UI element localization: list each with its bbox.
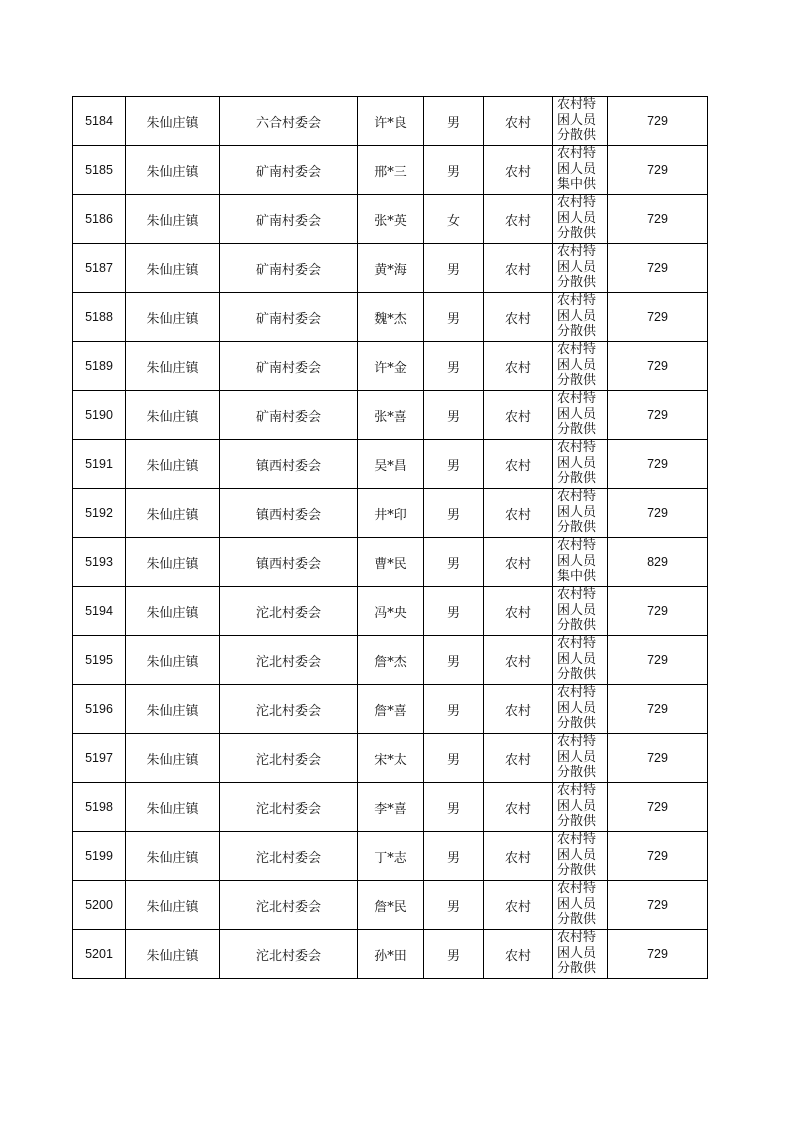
table-row <box>73 930 708 979</box>
area-type-cell: 农村 <box>484 195 553 244</box>
person-name-cell: 詹*杰 <box>358 636 424 685</box>
town-cell: 朱仙庄镇 <box>126 685 220 734</box>
village-committee-cell: 沱北村委会 <box>220 685 358 734</box>
gender-cell: 男 <box>424 293 484 342</box>
person-name-cell: 张*英 <box>358 195 424 244</box>
category-cell <box>553 685 608 734</box>
category-text: 农村特困人员分散供 <box>557 783 597 829</box>
village-committee-cell: 沱北村委会 <box>220 587 358 636</box>
town-cell: 朱仙庄镇 <box>126 881 220 930</box>
town-cell: 朱仙庄镇 <box>126 538 220 587</box>
amount-cell: 729 <box>608 342 708 391</box>
amount-cell: 729 <box>608 930 708 979</box>
category-text: 农村特困人员分散供 <box>557 587 597 633</box>
table-row <box>73 587 708 636</box>
table-row <box>73 342 708 391</box>
category-text: 农村特困人员分散供 <box>557 97 597 143</box>
amount-cell: 729 <box>608 685 708 734</box>
table-row <box>73 146 708 195</box>
serial-number-cell: 5189 <box>73 342 126 391</box>
town-cell: 朱仙庄镇 <box>126 930 220 979</box>
village-committee-cell: 沱北村委会 <box>220 734 358 783</box>
gender-cell: 男 <box>424 685 484 734</box>
amount-cell: 729 <box>608 146 708 195</box>
category-text: 农村特困人员分散供 <box>557 636 597 682</box>
category-cell <box>553 538 608 587</box>
serial-number-cell: 5201 <box>73 930 126 979</box>
area-type-cell: 农村 <box>484 636 553 685</box>
category-cell <box>553 146 608 195</box>
category-text: 农村特困人员分散供 <box>557 342 597 388</box>
gender-cell: 男 <box>424 97 484 146</box>
area-type-cell: 农村 <box>484 391 553 440</box>
person-name-cell: 吴*昌 <box>358 440 424 489</box>
gender-cell: 男 <box>424 881 484 930</box>
category-text: 农村特困人员分散供 <box>557 734 597 780</box>
category-text: 农村特困人员分散供 <box>557 244 597 290</box>
category-cell <box>553 881 608 930</box>
gender-cell: 男 <box>424 832 484 881</box>
category-text: 农村特困人员集中供 <box>557 146 597 192</box>
area-type-cell: 农村 <box>484 538 553 587</box>
gender-cell: 女 <box>424 195 484 244</box>
village-committee-cell: 镇西村委会 <box>220 538 358 587</box>
gender-cell: 男 <box>424 636 484 685</box>
category-cell <box>553 244 608 293</box>
person-name-cell: 黄*海 <box>358 244 424 293</box>
serial-number-cell: 5196 <box>73 685 126 734</box>
gender-cell: 男 <box>424 587 484 636</box>
village-committee-cell: 沱北村委会 <box>220 636 358 685</box>
village-committee-cell: 沱北村委会 <box>220 783 358 832</box>
serial-number-cell: 5191 <box>73 440 126 489</box>
gender-cell: 男 <box>424 489 484 538</box>
person-name-cell: 邢*三 <box>358 146 424 195</box>
person-name-cell: 曹*民 <box>358 538 424 587</box>
gender-cell: 男 <box>424 930 484 979</box>
category-text: 农村特困人员分散供 <box>557 293 597 339</box>
amount-cell: 729 <box>608 97 708 146</box>
category-text: 农村特困人员分散供 <box>557 685 597 731</box>
amount-cell: 729 <box>608 391 708 440</box>
table-row <box>73 97 708 146</box>
amount-cell: 729 <box>608 734 708 783</box>
amount-cell: 829 <box>608 538 708 587</box>
village-committee-cell: 镇西村委会 <box>220 489 358 538</box>
serial-number-cell: 5190 <box>73 391 126 440</box>
table-row <box>73 734 708 783</box>
category-cell <box>553 587 608 636</box>
table-row <box>73 783 708 832</box>
category-text: 农村特困人员分散供 <box>557 832 597 878</box>
amount-cell: 729 <box>608 636 708 685</box>
category-cell <box>553 440 608 489</box>
category-cell <box>553 391 608 440</box>
category-cell <box>553 734 608 783</box>
roster-body <box>73 97 708 979</box>
serial-number-cell: 5197 <box>73 734 126 783</box>
amount-cell: 729 <box>608 881 708 930</box>
table-row <box>73 636 708 685</box>
serial-number-cell: 5185 <box>73 146 126 195</box>
town-cell: 朱仙庄镇 <box>126 489 220 538</box>
table-row <box>73 881 708 930</box>
category-text: 农村特困人员集中供 <box>557 538 597 584</box>
village-committee-cell: 沱北村委会 <box>220 832 358 881</box>
category-text: 农村特困人员分散供 <box>557 930 597 976</box>
serial-number-cell: 5187 <box>73 244 126 293</box>
area-type-cell: 农村 <box>484 930 553 979</box>
area-type-cell: 农村 <box>484 97 553 146</box>
table-row <box>73 538 708 587</box>
amount-cell: 729 <box>608 195 708 244</box>
town-cell: 朱仙庄镇 <box>126 293 220 342</box>
village-committee-cell: 镇西村委会 <box>220 440 358 489</box>
amount-cell: 729 <box>608 293 708 342</box>
area-type-cell: 农村 <box>484 783 553 832</box>
town-cell: 朱仙庄镇 <box>126 97 220 146</box>
gender-cell: 男 <box>424 734 484 783</box>
area-type-cell: 农村 <box>484 734 553 783</box>
person-name-cell: 许*金 <box>358 342 424 391</box>
table-row <box>73 440 708 489</box>
amount-cell: 729 <box>608 440 708 489</box>
gender-cell: 男 <box>424 391 484 440</box>
area-type-cell: 农村 <box>484 440 553 489</box>
area-type-cell: 农村 <box>484 342 553 391</box>
serial-number-cell: 5194 <box>73 587 126 636</box>
person-name-cell: 冯*央 <box>358 587 424 636</box>
gender-cell: 男 <box>424 440 484 489</box>
table-row <box>73 293 708 342</box>
category-cell <box>553 783 608 832</box>
town-cell: 朱仙庄镇 <box>126 195 220 244</box>
person-name-cell: 井*印 <box>358 489 424 538</box>
gender-cell: 男 <box>424 342 484 391</box>
serial-number-cell: 5186 <box>73 195 126 244</box>
category-cell <box>553 97 608 146</box>
serial-number-cell: 5200 <box>73 881 126 930</box>
town-cell: 朱仙庄镇 <box>126 391 220 440</box>
category-cell <box>553 930 608 979</box>
amount-cell: 729 <box>608 783 708 832</box>
town-cell: 朱仙庄镇 <box>126 146 220 195</box>
category-text: 农村特困人员分散供 <box>557 881 597 927</box>
serial-number-cell: 5199 <box>73 832 126 881</box>
category-cell <box>553 832 608 881</box>
category-cell <box>553 342 608 391</box>
gender-cell: 男 <box>424 244 484 293</box>
town-cell: 朱仙庄镇 <box>126 244 220 293</box>
table-row <box>73 685 708 734</box>
area-type-cell: 农村 <box>484 293 553 342</box>
person-name-cell: 魏*杰 <box>358 293 424 342</box>
town-cell: 朱仙庄镇 <box>126 734 220 783</box>
village-committee-cell: 矿南村委会 <box>220 195 358 244</box>
category-cell <box>553 293 608 342</box>
gender-cell: 男 <box>424 146 484 195</box>
serial-number-cell: 5195 <box>73 636 126 685</box>
town-cell: 朱仙庄镇 <box>126 440 220 489</box>
table-row <box>73 832 708 881</box>
person-name-cell: 李*喜 <box>358 783 424 832</box>
village-committee-cell: 矿南村委会 <box>220 146 358 195</box>
person-name-cell: 张*喜 <box>358 391 424 440</box>
area-type-cell: 农村 <box>484 685 553 734</box>
person-name-cell: 丁*志 <box>358 832 424 881</box>
person-name-cell: 詹*喜 <box>358 685 424 734</box>
village-committee-cell: 矿南村委会 <box>220 342 358 391</box>
village-committee-cell: 沱北村委会 <box>220 881 358 930</box>
area-type-cell: 农村 <box>484 587 553 636</box>
category-cell <box>553 489 608 538</box>
roster-table <box>72 96 708 979</box>
amount-cell: 729 <box>608 244 708 293</box>
gender-cell: 男 <box>424 538 484 587</box>
village-committee-cell: 沱北村委会 <box>220 930 358 979</box>
category-text: 农村特困人员分散供 <box>557 489 597 535</box>
amount-cell: 729 <box>608 489 708 538</box>
serial-number-cell: 5188 <box>73 293 126 342</box>
village-committee-cell: 矿南村委会 <box>220 293 358 342</box>
category-text: 农村特困人员分散供 <box>557 440 597 486</box>
category-cell <box>553 195 608 244</box>
town-cell: 朱仙庄镇 <box>126 636 220 685</box>
town-cell: 朱仙庄镇 <box>126 783 220 832</box>
area-type-cell: 农村 <box>484 881 553 930</box>
area-type-cell: 农村 <box>484 244 553 293</box>
amount-cell: 729 <box>608 832 708 881</box>
table-row <box>73 489 708 538</box>
table-row <box>73 195 708 244</box>
table-row <box>73 244 708 293</box>
village-committee-cell: 矿南村委会 <box>220 244 358 293</box>
area-type-cell: 农村 <box>484 489 553 538</box>
person-name-cell: 许*良 <box>358 97 424 146</box>
amount-cell: 729 <box>608 587 708 636</box>
village-committee-cell: 六合村委会 <box>220 97 358 146</box>
town-cell: 朱仙庄镇 <box>126 342 220 391</box>
table-row <box>73 391 708 440</box>
town-cell: 朱仙庄镇 <box>126 587 220 636</box>
serial-number-cell: 5184 <box>73 97 126 146</box>
serial-number-cell: 5192 <box>73 489 126 538</box>
category-text: 农村特困人员分散供 <box>557 391 597 437</box>
area-type-cell: 农村 <box>484 146 553 195</box>
gender-cell: 男 <box>424 783 484 832</box>
category-cell <box>553 636 608 685</box>
person-name-cell: 詹*民 <box>358 881 424 930</box>
person-name-cell: 孙*田 <box>358 930 424 979</box>
village-committee-cell: 矿南村委会 <box>220 391 358 440</box>
category-text: 农村特困人员分散供 <box>557 195 597 241</box>
town-cell: 朱仙庄镇 <box>126 832 220 881</box>
serial-number-cell: 5198 <box>73 783 126 832</box>
person-name-cell: 宋*太 <box>358 734 424 783</box>
serial-number-cell: 5193 <box>73 538 126 587</box>
area-type-cell: 农村 <box>484 832 553 881</box>
